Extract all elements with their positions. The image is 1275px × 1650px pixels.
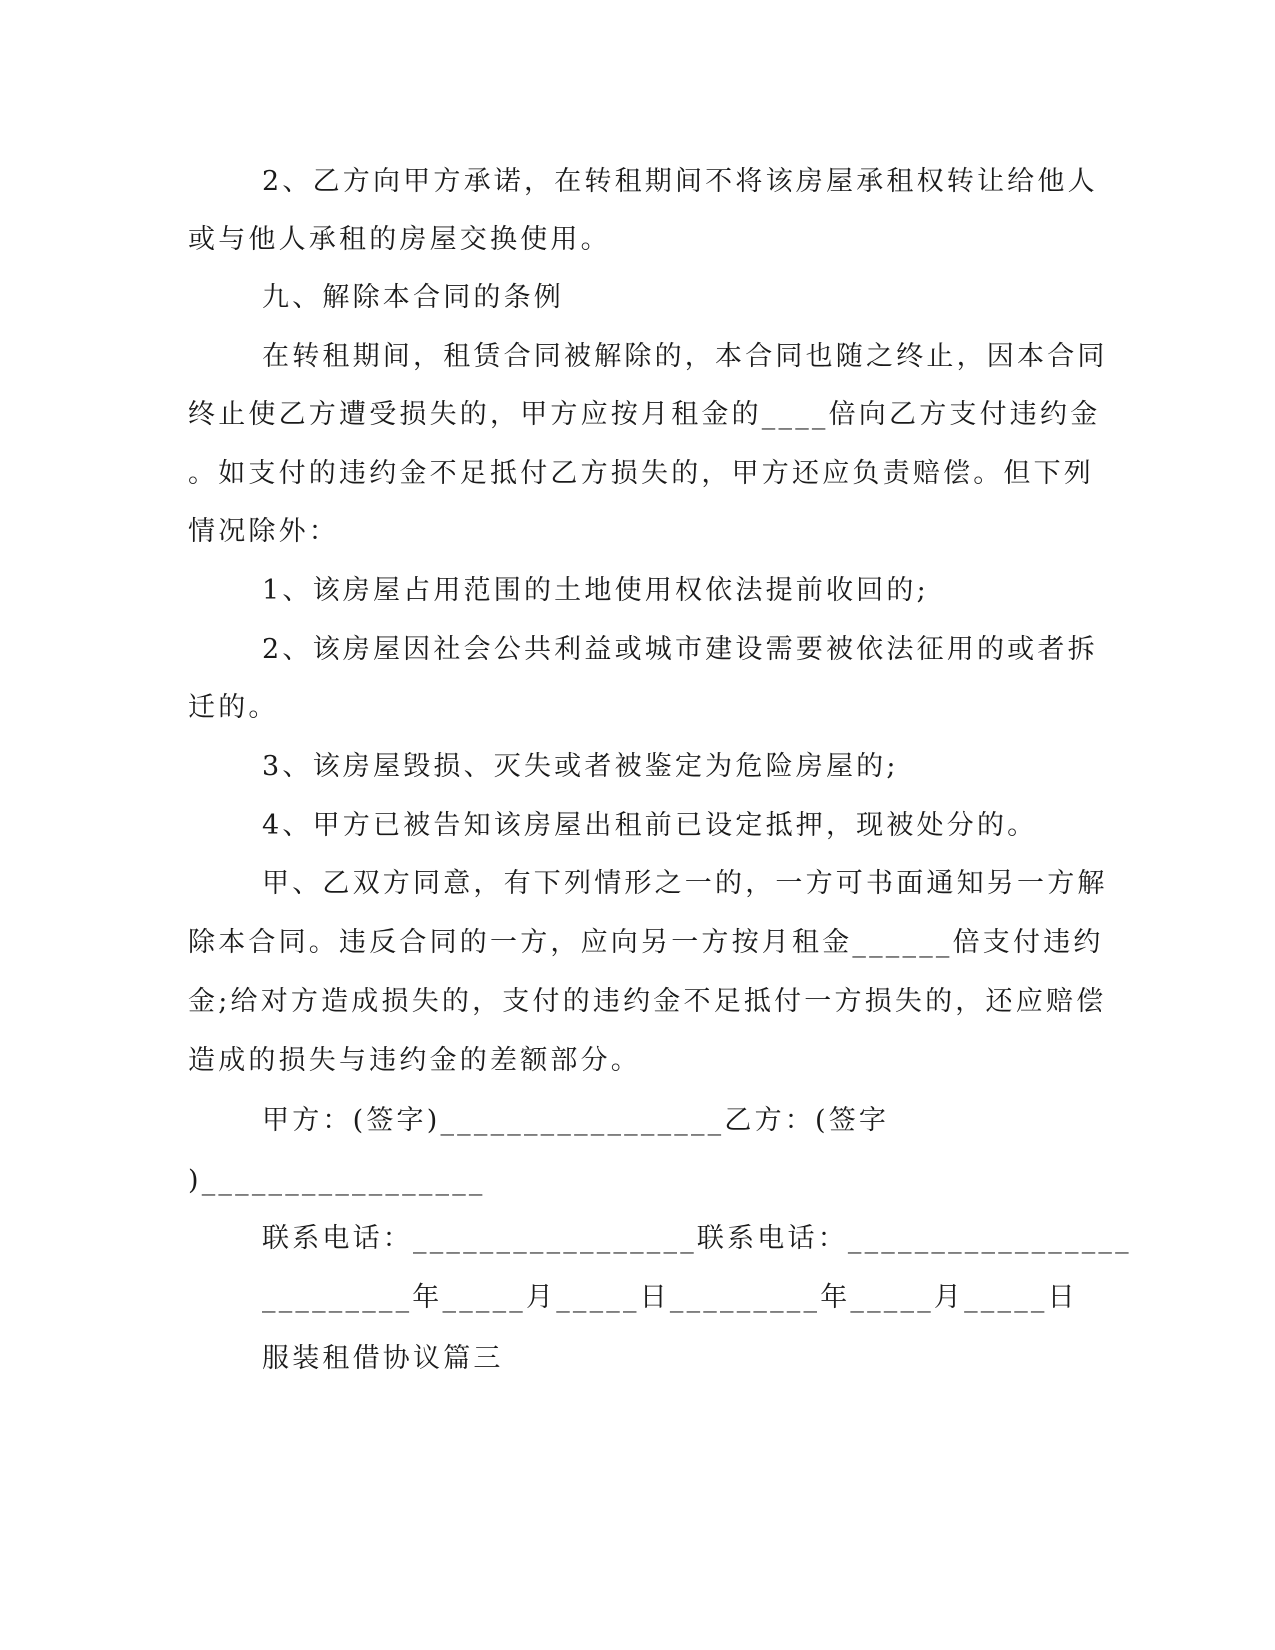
paragraph-agreement-line-4: 造成的损失与违约金的差额部分。 bbox=[188, 1045, 641, 1076]
clause-8-2-line-1: 2、乙方向甲方承诺，在转租期间不将该房屋承租权转让给他人 bbox=[262, 166, 1098, 197]
date-line: _________年_____月_____日_________年_____月_____日 bbox=[262, 1282, 1078, 1313]
signature-line-1: 甲方：(签字)_________________乙方：(签字 bbox=[262, 1105, 890, 1136]
paragraph-agreement-line-3: 金;给对方造成损失的，支付的违约金不足抵付一方损失的，还应赔偿 bbox=[188, 986, 1107, 1017]
exception-item-1: 1、该房屋占用范围的土地使用权依法提前收回的; bbox=[262, 575, 929, 606]
paragraph-agreement-line-1: 甲、乙双方同意，有下列情形之一的，一方可书面通知另一方解 bbox=[262, 868, 1108, 899]
contact-phone-line: 联系电话：_________________联系电话：_________________ bbox=[262, 1223, 1132, 1254]
exception-item-2-line-1: 2、该房屋因社会公共利益或城市建设需要被依法征用的或者拆 bbox=[262, 634, 1098, 665]
paragraph-termination-line-2: 终止使乙方遭受损失的，甲方应按月租金的____倍向乙方支付违约金 bbox=[188, 399, 1101, 430]
paragraph-termination-line-1: 在转租期间，租赁合同被解除的，本合同也随之终止，因本合同 bbox=[262, 341, 1108, 372]
clause-8-2-line-2: 或与他人承租的房屋交换使用。 bbox=[188, 224, 611, 255]
section-heading-9: 九、解除本合同的条例 bbox=[262, 282, 564, 313]
paragraph-termination-line-4: 情况除外： bbox=[188, 516, 339, 547]
paragraph-termination-line-3: 。如支付的违约金不足抵付乙方损失的，甲方还应负责赔偿。但下列 bbox=[188, 458, 1094, 489]
signature-line-2: )_________________ bbox=[188, 1165, 486, 1196]
paragraph-agreement-line-2: 除本合同。违反合同的一方，应向另一方按月租金______倍支付违约 bbox=[188, 927, 1104, 958]
next-section-title: 服装租借协议篇三 bbox=[262, 1343, 504, 1374]
exception-item-3: 3、该房屋毁损、灭失或者被鉴定为危险房屋的; bbox=[262, 751, 899, 782]
exception-item-2-line-2: 迁的。 bbox=[188, 692, 279, 723]
exception-item-4: 4、甲方已被告知该房屋出租前已设定抵押，现被处分的。 bbox=[262, 810, 1038, 841]
